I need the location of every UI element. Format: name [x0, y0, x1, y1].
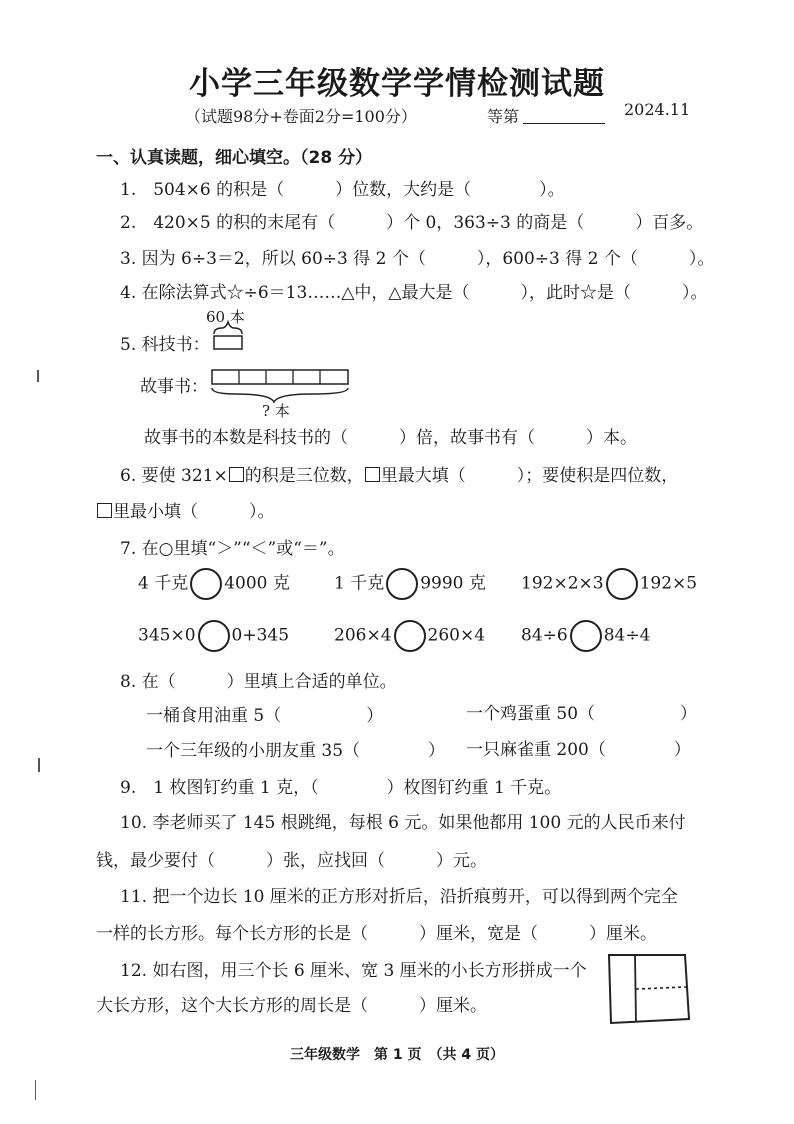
exam-date: 2024.11 [624, 100, 691, 119]
box-icon [97, 503, 112, 518]
box-icon [365, 467, 380, 482]
question-9: 9. 1 枚图钉约重 1 克，（ ）枚图钉约重 1 千克。 [120, 778, 562, 798]
question-10-line1: 10. 李老师买了 145 根跳绳，每根 6 元。如果他都用 100 元的人民币来付 [120, 813, 686, 833]
q5-tech-diagram [204, 318, 264, 354]
q7-item: 192×2×3 192×5 [521, 568, 697, 600]
q5-tech-brace [214, 322, 242, 334]
q5-question: 故事书的本数是科技书的（ ）倍，故事书有（ ）本。 [144, 428, 637, 448]
compare-circle[interactable] [190, 568, 222, 600]
question-3: 3. 因为 6÷3＝2，所以 60÷3 得 2 个（ ），600÷3 得 2 个（ ）。 [120, 249, 715, 269]
score-note: （试题98分+卷面2分=100分） [185, 107, 417, 126]
q7-item: 84÷6 84÷4 [521, 620, 650, 652]
page-title: 小学三年级数学学情检测试题 [189, 66, 605, 102]
question-6-line1: 6. 要使 321× 的积是三位数， 里最大填（ ）；要使积是四位数， [120, 466, 679, 486]
question-4: 4. 在除法算式☆÷6＝13……△中，△最大是（ ），此时☆是（ ）。 [120, 283, 708, 303]
compare-circle[interactable] [570, 620, 602, 652]
q7-item: 345×0 0+345 [138, 620, 289, 652]
grade-field [487, 104, 605, 127]
question-11-line2: 一样的长方形。每个长方形的长是（ ）厘米，宽是（ ）厘米。 [96, 924, 657, 944]
scan-mark [38, 758, 40, 772]
question-6-line2: 里最小填（ ）。 [96, 497, 275, 522]
compare-circle[interactable] [394, 620, 426, 652]
question-1: 1. 504×6 的积是（ ）位数，大约是（ ）。 [120, 180, 565, 200]
question-12-line1: 12. 如右图，用三个长 6 厘米、宽 3 厘米的小长方形拼成一个 [120, 961, 587, 981]
q12-rectangle-figure [605, 951, 691, 1027]
question-10-line2: 钱，最少要付（ ）张，应找回（ ）元。 [96, 851, 487, 871]
grade-blank[interactable] [523, 123, 605, 124]
question-8: 8. 在（ ）里填上合适的单位。 [120, 672, 397, 692]
q7-item: 206×4 260×4 [334, 620, 485, 652]
q8-item: 一桶食用油重 5（ ） [146, 706, 384, 726]
question-11-line1: 11. 把一个边长 10 厘米的正方形对折后，沿折痕剪开，可以得到两个完全 [120, 887, 678, 907]
q7-item: 4 千克 4000 克 [138, 568, 290, 600]
question-7: 7. 在○里填“＞”“＜”或“＝”。 [120, 539, 345, 559]
question-2: 2. 420×5 的积的末尾有（ ）个 0，363÷3 的商是（ ）百多。 [120, 213, 704, 233]
compare-circle[interactable] [198, 620, 230, 652]
box-icon [229, 467, 244, 482]
q5-tech-label: 5. 科技书： [120, 335, 210, 355]
section-1-heading: 一、认真读题，细心填空。（28 分） [96, 148, 373, 168]
compare-circle[interactable] [386, 568, 418, 600]
q8-item: 一个三年级的小朋友重 35（ ） [146, 741, 446, 761]
q5-story-count-label: ? 本 [262, 402, 290, 420]
q5-story-bar [212, 370, 348, 384]
grade-label: 等第 [487, 107, 520, 126]
page-footer: 三年级数学 第 1 页 （共 4 页） [290, 1047, 504, 1063]
compare-circle[interactable] [606, 568, 638, 600]
q5-tech-count-label: 60 本 [206, 308, 245, 326]
question-12-line2: 大长方形，这个大长方形的周长是（ ）厘米。 [96, 996, 487, 1016]
q5-tech-bar [214, 336, 242, 349]
scan-mark [37, 370, 39, 382]
q8-item: 一只麻雀重 200（ ） [466, 740, 691, 760]
q8-item: 一个鸡蛋重 50（ ） [466, 704, 698, 724]
scan-mark [35, 1080, 36, 1100]
q7-item: 1 千克 9990 克 [334, 568, 486, 600]
q5-story-label: 故事书： [140, 377, 208, 397]
